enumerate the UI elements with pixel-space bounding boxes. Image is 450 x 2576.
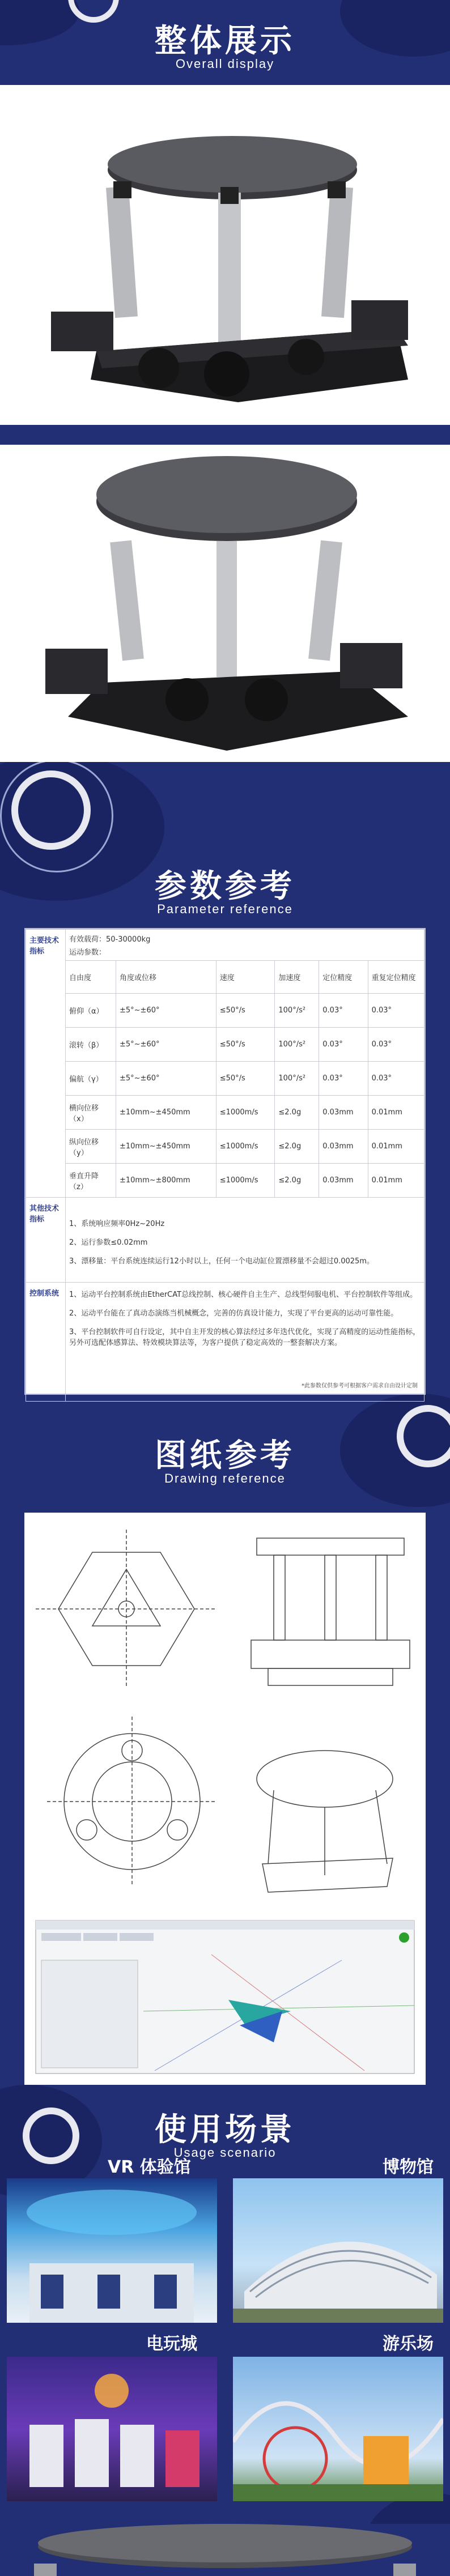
table-cell: ≤50°/s (216, 1062, 275, 1096)
other-spec-item: 2、运行参数≤0.02mm (69, 1238, 148, 1247)
scene-label-vr: VR 体验馆 (108, 2157, 191, 2177)
drawing-title: 图纸参考 (155, 1437, 295, 1474)
table-row (26, 1096, 424, 1130)
table-cell: ≤1000m/s (216, 1130, 275, 1164)
parameter-table-panel (24, 928, 426, 1395)
table-cell: 0.03° (319, 994, 368, 1028)
table-cell: 0.01mm (368, 1130, 424, 1164)
table-cell: 0.03° (368, 1062, 424, 1096)
platform-illustration (0, 445, 450, 762)
table-cell: 0.03° (319, 1028, 368, 1062)
table-cell: ≤50°/s (216, 1028, 275, 1062)
table-cell: ±5°~±60° (116, 1028, 216, 1062)
decor-ring (0, 759, 113, 872)
table-cell: 偏航（γ） (66, 1062, 116, 1096)
table-cell: 0.03° (368, 994, 424, 1028)
other-spec-label: 其他技术指标 (26, 1198, 66, 1283)
table-cell: ≤1000m/s (216, 1164, 275, 1198)
table-cell: 垂直升降（z） (66, 1164, 116, 1198)
footer-platform-image (0, 2524, 450, 2576)
control-item: 1、运动平台控制系统由EtherCAT总线控制、核心硬件自主生产、总线型伺服电机、平台控制软件等组成。 (69, 1291, 418, 1299)
table-row (26, 1130, 424, 1164)
table-cell: 滚转（β） (66, 1028, 116, 1062)
table-cell: ≤1000m/s (216, 1096, 275, 1130)
table-cell: 100°/s² (275, 1028, 319, 1062)
main-spec-label: 主要技术指标 (26, 930, 66, 1198)
table-cell: 0.03mm (319, 1130, 368, 1164)
table-header-row (26, 961, 424, 994)
other-spec-cell (66, 1198, 424, 1283)
table-cell: ±5°~±60° (116, 994, 216, 1028)
table-cell: 0.03mm (319, 1096, 368, 1130)
table-row (26, 1062, 424, 1096)
table-header: 速度 (216, 961, 275, 994)
scene-amusement-park (233, 2357, 443, 2501)
table-cell: 100°/s² (275, 1062, 319, 1096)
table-cell: ±10mm~±450mm (116, 1130, 216, 1164)
table-cell: 横向位移（x） (66, 1096, 116, 1130)
drawing-subtitle: Drawing reference (164, 1471, 286, 1485)
footer-platform-illustration (0, 2524, 450, 2576)
usage-title: 使用场景 (155, 2111, 295, 2148)
other-spec-item: 3、漂移量：平台系统连续运行12小时以上，任何一个电动缸位置漂移量不会超过0.0025m。 (69, 1257, 374, 1266)
table-row (26, 930, 424, 961)
amusement-park-image (233, 2357, 443, 2501)
table-row (26, 1028, 424, 1062)
table-row (26, 994, 424, 1028)
motion-params-text: 运动参数： (69, 948, 107, 957)
table-cell: ±10mm~±800mm (116, 1164, 216, 1198)
scene-arcade (7, 2357, 217, 2501)
table-header: 定位精度 (319, 961, 368, 994)
drawing-panel (24, 1513, 426, 2085)
control-item: 3、平台控制软件可自行设定，其中自主开发的核心算法经过多年迭代优化，实现了高精度的运动性能指标，另外可选配体感算法、特效模块算法等，为客户提供了稳定高效的一整套解决方案。 (69, 1328, 421, 1347)
platform-illustration (0, 85, 450, 425)
table-header: 自由度 (66, 961, 116, 994)
arcade-image (7, 2357, 217, 2501)
table-cell: 俯仰（α） (66, 994, 116, 1028)
table-cell: ≤2.0g (275, 1164, 319, 1198)
technical-drawings (24, 1513, 426, 2085)
scene-label-arcade: 电玩城 (146, 2334, 197, 2354)
vr-hall-image (7, 2178, 217, 2323)
table-cell: 100°/s² (275, 994, 319, 1028)
table-cell: ≤50°/s (216, 994, 275, 1028)
product-photo-bottom (0, 445, 450, 762)
scene-label-museum: 博物馆 (383, 2157, 434, 2177)
table-header: 角度或位移 (116, 961, 216, 994)
control-item: 2、运动平台能在了真动态演练当机械概念，完善的仿真设计能力，实现了平台更高的运动可靠性能。 (69, 1309, 398, 1318)
control-system-label: 控制系统 (26, 1283, 66, 1402)
table-cell: 0.03° (368, 1028, 424, 1062)
table-row (26, 1198, 424, 1283)
table-cell: 0.03mm (319, 1164, 368, 1198)
overall-subtitle: Overall display (175, 57, 275, 71)
table-cell: ≤2.0g (275, 1096, 319, 1130)
table-header: 重复定位精度 (368, 961, 424, 994)
scene-vr (7, 2178, 217, 2323)
scene-label-amusement-park: 游乐场 (383, 2334, 434, 2354)
parameter-title: 参数参考 (155, 868, 295, 905)
overall-title: 整体展示 (155, 23, 295, 59)
table-note: *此参数仅供参考可根据客户需求自由设计定制 (302, 1383, 418, 1389)
usage-subtitle: Usage scenario (173, 2145, 277, 2160)
scene-museum (233, 2178, 443, 2323)
table-cell: 纵向位移（y） (66, 1130, 116, 1164)
payload-text: 有效载荷：50-30000kg (69, 935, 151, 944)
table-cell: ≤2.0g (275, 1130, 319, 1164)
table-cell: 0.01mm (368, 1164, 424, 1198)
table-header: 加速度 (275, 961, 319, 994)
museum-image (233, 2178, 443, 2323)
other-spec-item: 1、系统响应频率0Hz~20Hz (69, 1220, 165, 1228)
product-photo-top (0, 85, 450, 425)
table-cell: 0.03° (319, 1062, 368, 1096)
parameter-table (26, 929, 424, 1402)
table-cell: ±10mm~±450mm (116, 1096, 216, 1130)
table-cell: ±5°~±60° (116, 1062, 216, 1096)
payload-cell (66, 930, 424, 961)
table-row (26, 1164, 424, 1198)
parameter-subtitle: Parameter reference (157, 902, 293, 916)
table-cell: 0.01mm (368, 1096, 424, 1130)
